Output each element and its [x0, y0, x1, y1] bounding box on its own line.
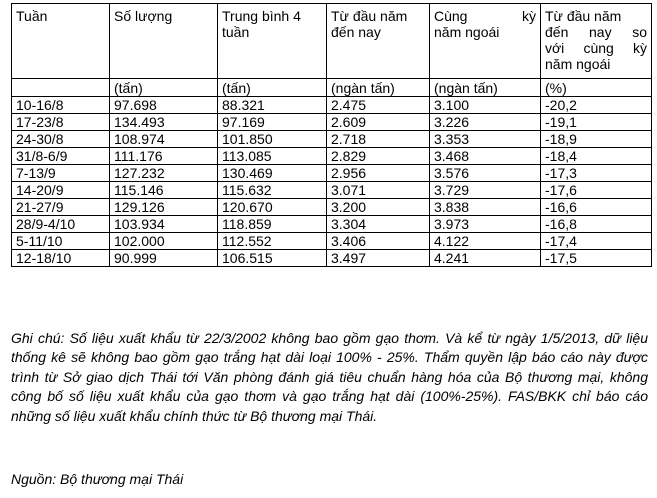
table-cell: -20,2 — [541, 97, 652, 114]
table-cell: 17-23/8 — [12, 114, 110, 131]
table-row — [12, 97, 652, 114]
table-row — [12, 114, 652, 131]
table-row — [12, 250, 652, 267]
table-cell: 3.200 — [327, 199, 430, 216]
rice-export-table — [11, 3, 652, 267]
table-cell: 3.304 — [327, 216, 430, 233]
unit-cell: (ngàn tấn) — [430, 79, 541, 97]
table-cell: 108.974 — [110, 131, 218, 148]
table-cell: 21-27/9 — [12, 199, 110, 216]
table-cell: 12-18/10 — [12, 250, 110, 267]
table-row — [12, 131, 652, 148]
table-row — [12, 165, 652, 182]
table-cell: -17,5 — [541, 250, 652, 267]
source-line: Nguồn: Bộ thương mại Thái — [11, 471, 184, 487]
table-cell: 3.100 — [430, 97, 541, 114]
table-cell: -18,9 — [541, 131, 652, 148]
table-cell: 90.999 — [110, 250, 218, 267]
table-cell: 5-11/10 — [12, 233, 110, 250]
table-cell: 7-13/9 — [12, 165, 110, 182]
table-cell: 134.493 — [110, 114, 218, 131]
header-week: Tuần — [12, 4, 110, 79]
table-cell: 111.176 — [110, 148, 218, 165]
header-quantity: Số lượng — [110, 4, 218, 79]
table-cell: 3.729 — [430, 182, 541, 199]
unit-cell — [12, 79, 110, 97]
table-cell: -16,8 — [541, 216, 652, 233]
header-ytd-vs-last-year: Từ đầu năm đến nay so với cùng kỳ năm ngoái — [541, 4, 652, 79]
table-cell: 3.973 — [430, 216, 541, 233]
header-4-week-average: Trung bình 4 tuần — [218, 4, 327, 79]
table-cell: 129.126 — [110, 199, 218, 216]
table-cell: 127.232 — [110, 165, 218, 182]
table-cell: 97.169 — [218, 114, 327, 131]
table-cell: 4.241 — [430, 250, 541, 267]
footnote-text: Ghi chú: Số liệu xuất khẩu từ 22/3/2002 không bao gồm gạo thơm. Và kể từ ngày 1/5/2013, dữ liệu thống kê sẽ không bao gồm gạo trắng hạt dài loại 100% - 25%. Thẩm quyền lập báo cáo này được trình từ Sở giao dịch Thái tới Văn phòng đánh giá tiêu chuẩn hàng hóa của Bộ thương mại, không công bố số liệu xuất khẩu của gạo thơm và gạo trắng hạt dài (100%-25%). FAS/BKK chỉ báo cáo những số liệu xuất khẩu chính thức từ Bộ thương mại Thái. — [11, 330, 648, 424]
table-row — [12, 182, 652, 199]
table-cell: 103.934 — [110, 216, 218, 233]
table-cell: 3.838 — [430, 199, 541, 216]
table-row — [12, 199, 652, 216]
table-cell: 3.406 — [327, 233, 430, 250]
table-cell: -17,4 — [541, 233, 652, 250]
unit-cell: (tấn) — [110, 79, 218, 97]
table-cell: 120.670 — [218, 199, 327, 216]
table-cell: 28/9-4/10 — [12, 216, 110, 233]
table-cell: -19,1 — [541, 114, 652, 131]
table-row — [12, 216, 652, 233]
table-cell: 24-30/8 — [12, 131, 110, 148]
header-same-period-last-year: Cùng kỳ năm ngoái — [430, 4, 541, 79]
table-cell: 2.475 — [327, 97, 430, 114]
table-cell: 31/8-6/9 — [12, 148, 110, 165]
header-year-to-date: Từ đầu năm đến nay — [327, 4, 430, 79]
table-header-row — [12, 4, 652, 79]
table-cell: 118.859 — [218, 216, 327, 233]
table-cell: 3.353 — [430, 131, 541, 148]
table-cell: 2.718 — [327, 131, 430, 148]
table-cell: 3.226 — [430, 114, 541, 131]
unit-cell: (tấn) — [218, 79, 327, 97]
table-cell: 101.850 — [218, 131, 327, 148]
table-row — [12, 148, 652, 165]
table-cell: 4.122 — [430, 233, 541, 250]
table-cell: 130.469 — [218, 165, 327, 182]
table-cell: 112.552 — [218, 233, 327, 250]
table-cell: 3.576 — [430, 165, 541, 182]
table-cell: 3.497 — [327, 250, 430, 267]
table-cell: 3.071 — [327, 182, 430, 199]
table-cell: -18,4 — [541, 148, 652, 165]
table-cell: 97.698 — [110, 97, 218, 114]
table-cell: 2.609 — [327, 114, 430, 131]
table-cell: 106.515 — [218, 250, 327, 267]
table-cell: 10-16/8 — [12, 97, 110, 114]
table-cell: 115.146 — [110, 182, 218, 199]
table-cell: -17,3 — [541, 165, 652, 182]
table-units-row — [12, 79, 652, 97]
unit-cell: (ngàn tấn) — [327, 79, 430, 97]
table-cell: 2.956 — [327, 165, 430, 182]
table-cell: -16,6 — [541, 199, 652, 216]
table-cell: 115.632 — [218, 182, 327, 199]
table-cell: 102.000 — [110, 233, 218, 250]
unit-cell: (%) — [541, 79, 652, 97]
table-cell: 88.321 — [218, 97, 327, 114]
table-cell: -17,6 — [541, 182, 652, 199]
table-cell: 113.085 — [218, 148, 327, 165]
table-cell: 3.468 — [430, 148, 541, 165]
table-cell: 2.829 — [327, 148, 430, 165]
table-cell: 14-20/9 — [12, 182, 110, 199]
table-row — [12, 233, 652, 250]
